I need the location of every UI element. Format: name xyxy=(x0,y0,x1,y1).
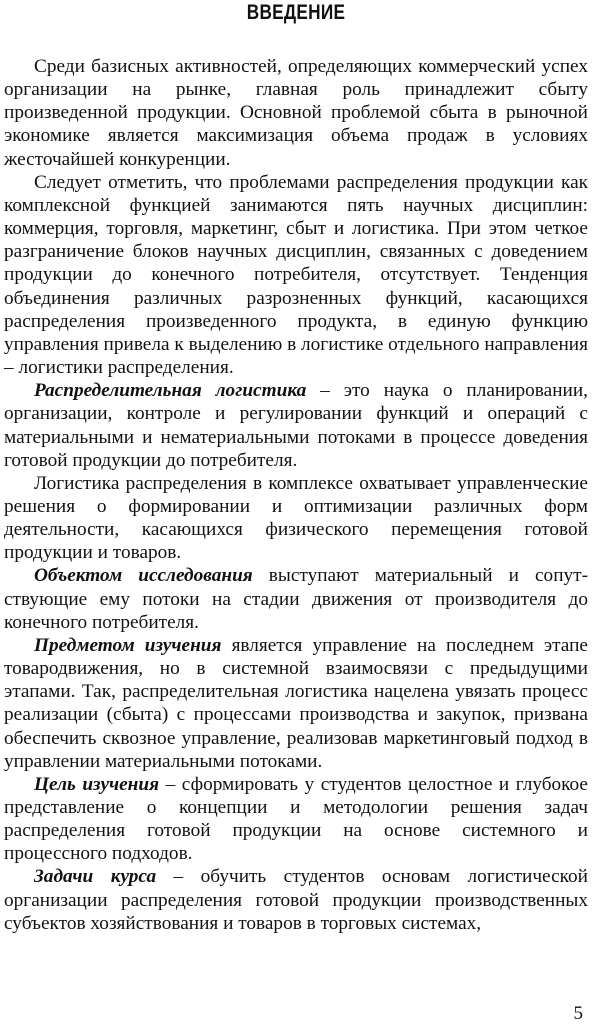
paragraph-term: Цель изучения xyxy=(34,773,160,795)
paragraph xyxy=(4,379,588,472)
paragraph-term: Задачи курса xyxy=(34,866,157,888)
paragraph-term: Предметом изучения xyxy=(34,634,222,656)
paragraph-text: Следует отметить, что проблемами распределения продукции как комплексной функцией занимаются пять научных дисциплин: коммерция, торговля, маркетинг, сбыт и логистика. При этом четкое разграничение блоков научных дисциплин, связанных с доведением продукции до конечного потребителя, отсутствует. Тенденция объединения различных разрозненных функций, касающихся распределения произведенного продукта, в единую функцию управления привела к выделению в логистике отдельного направления – логистики распределения. xyxy=(4,171,588,379)
paragraph xyxy=(4,634,588,773)
paragraph xyxy=(4,773,588,866)
paragraph-text: – это наука о планировании, организации, контроле и регулировании функций и операций с материальными и нематериальными потоками в процессе доведения готовой продукции до потребителя. xyxy=(4,380,588,471)
paragraph-text: – сформировать у студентов целостное и глубокое представление о концепции и методологии решения задач распределения готовой продукции на основе системного и процессного подходов. xyxy=(4,773,588,865)
paragraph-text: Логистика распределения в комплексе охватывает управленческие решения о формировании и оптимизации различных форм деятельности, касающихся физического перемещения готовой продукции и товаров. xyxy=(4,472,588,564)
paragraph xyxy=(4,865,588,934)
paragraph-text: Среди базисных активностей, определяющих коммерческий успех организации на рынке, главная роль принадлежит сбыту произведенной продукции. Основной проблемой сбыта в рыночной экономике является максимизация объема продаж в условиях жесточайшей конкуренции. xyxy=(4,56,588,170)
paragraph-text: является управление на последнем этапе товародвижения, но в системной взаимосвязи с предыдущими этапами. Так, распределительная логистика нацелена увязать процесс реализации (сбыта) с процессами производства и закупок, призвана обеспечить сквозное управление, реализовав маркетинговый подход в управлении материальными потоками. xyxy=(4,634,588,772)
body-text xyxy=(4,55,588,935)
paragraph-term: Объектом исследования xyxy=(34,565,253,587)
page-number: 5 xyxy=(573,1003,583,1024)
paragraph xyxy=(4,55,588,171)
paragraph-text: – обучить студентов основам логистической организации распределения готовой продукции производственных субъектов хозяйствования и товаров в торговых системах, xyxy=(4,866,588,934)
paragraph-text: выступают материальный и сопутствующие ему потоки на стадии движения от производителя до конечного потребителя. xyxy=(4,565,589,633)
paragraph xyxy=(4,472,588,565)
section-heading: ВВЕДЕНИЕ xyxy=(246,1,346,24)
paragraph-term: Распределительная логистика xyxy=(34,380,307,402)
paragraph xyxy=(4,564,588,633)
paragraph xyxy=(4,171,588,379)
